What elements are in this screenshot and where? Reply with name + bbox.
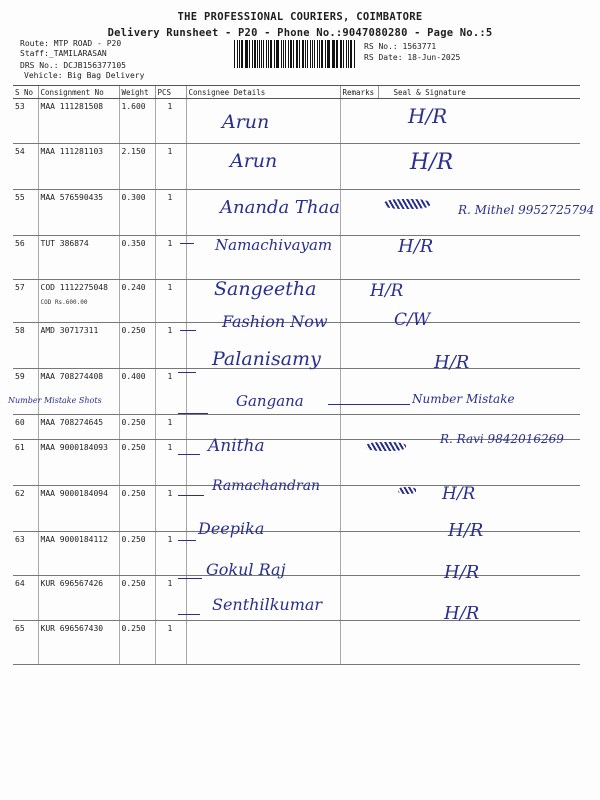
handwritten-signature: H/R (434, 352, 470, 373)
remarks-cell (340, 532, 378, 576)
handwritten-consignee: Senthilkumar (212, 595, 323, 614)
ink-dash (178, 578, 202, 579)
barcode-bar (274, 40, 275, 68)
remarks-cell (340, 144, 378, 190)
barcode-bar (302, 40, 304, 68)
barcode-bar (319, 40, 320, 68)
barcode-bar (285, 40, 286, 68)
barcode-bar (259, 40, 260, 68)
barcode-bar (239, 40, 240, 68)
sno-cell (13, 323, 38, 369)
barcode-bar (266, 40, 267, 68)
sno-text: 56 (15, 239, 25, 248)
pcs-cell (155, 99, 186, 144)
pcs-text: 1 (167, 579, 173, 588)
barcode-bar (234, 40, 235, 68)
consignment-cell (38, 323, 119, 369)
consignment-text: MAA 708274645 (40, 418, 104, 427)
route-label: Route: MTP ROAD - P20 (20, 39, 122, 48)
consignment-cell (38, 415, 119, 440)
handwritten-signature: H/R (398, 236, 434, 257)
handwritten-mark: Number Mistake Shots (8, 396, 102, 405)
handwritten-signature: H/R (444, 603, 480, 624)
remarks-cell (340, 323, 378, 369)
barcode-bar (340, 40, 341, 68)
pcs-text: 1 (167, 535, 173, 544)
ink-scribble (384, 199, 430, 209)
weight-text: 0.250 (121, 489, 146, 498)
weight-text: 0.350 (121, 239, 146, 248)
barcode-bar (310, 40, 311, 68)
sno-text: 53 (15, 102, 25, 111)
sno-text: 58 (15, 326, 25, 335)
barcode-bar (327, 40, 328, 68)
sno-cell (13, 144, 38, 190)
handwritten-consignee: Anitha (208, 436, 265, 456)
ink-scribble (366, 442, 406, 451)
barcode-bar (299, 40, 300, 68)
barcode-bar (343, 40, 344, 68)
barcode-bar (325, 40, 326, 68)
sno-text: 64 (15, 579, 25, 588)
consignment-text: MAA 111281508 (40, 102, 104, 111)
consignment-cell (38, 532, 119, 576)
consignment-cell (38, 144, 119, 190)
remarks-cell (340, 576, 378, 621)
signature-cell (378, 621, 580, 665)
ink-dash (180, 330, 196, 331)
pcs-cell (155, 144, 186, 190)
barcode-bar (263, 40, 264, 68)
handwritten-consignee: Arun (230, 150, 278, 172)
ink-scribble (398, 487, 416, 494)
table-header-row (13, 86, 580, 99)
weight-text: 0.250 (121, 443, 146, 452)
pcs-text: 1 (167, 443, 173, 452)
sno-cell (13, 621, 38, 665)
weight-cell (119, 532, 155, 576)
remarks-cell (340, 369, 378, 415)
sno-cell (13, 99, 38, 144)
weight-cell (119, 415, 155, 440)
barcode-bar (246, 40, 247, 68)
ink-dash (178, 614, 200, 615)
consignment-cell (38, 440, 119, 486)
barcode-bar (257, 40, 258, 68)
handwritten-signature: H/R (370, 281, 404, 301)
handwritten-consignee: Sangeetha (214, 278, 317, 300)
barcode-bar (288, 40, 289, 68)
pcs-text: 1 (167, 239, 173, 248)
staff-label: Staff:_TAMILARASAN (20, 49, 107, 58)
col-pcs: PCS (155, 86, 186, 99)
remarks-cell (340, 190, 378, 236)
table-row (13, 532, 580, 576)
weight-cell (119, 486, 155, 532)
barcode-bar (314, 40, 315, 68)
sno-cell (13, 576, 38, 621)
weight-cell (119, 323, 155, 369)
ink-dash (178, 540, 196, 541)
handwritten-consignee: Palanisamy (212, 348, 321, 370)
pcs-cell (155, 532, 186, 576)
weight-cell (119, 280, 155, 323)
sno-text: 63 (15, 535, 25, 544)
barcode-bar (336, 40, 337, 68)
barcode-bar (321, 40, 323, 68)
barcode-bar (276, 40, 277, 68)
barcode-bar (354, 40, 355, 68)
weight-text: 0.240 (121, 283, 146, 292)
rs-number: RS No.: 1563771 (364, 42, 437, 51)
sno-cell (13, 532, 38, 576)
consignment-text: MAA 9000184093 (40, 443, 108, 452)
barcode-bar (297, 40, 298, 68)
handwritten-signature: H/R (408, 104, 448, 128)
weight-cell (119, 440, 155, 486)
consignment-text: KUR 696567426 (40, 579, 104, 588)
barcode-bar (254, 40, 256, 68)
consignment-text: MAA 576590435 (40, 193, 104, 202)
sno-text: 60 (15, 418, 25, 427)
pcs-cell (155, 440, 186, 486)
consignment-text: AMD 30717311 (40, 326, 99, 335)
barcode-bar (281, 40, 282, 68)
weight-text: 0.300 (121, 193, 146, 202)
weight-cell (119, 190, 155, 236)
handwritten-consignee: Ramachandran (212, 478, 321, 494)
remarks-cell (340, 415, 378, 440)
sno-cell (13, 280, 38, 323)
barcode-bar (328, 40, 329, 68)
barcode-bar (245, 40, 246, 68)
sno-cell (13, 236, 38, 280)
weight-text: 0.250 (121, 418, 146, 427)
consignment-cell (38, 621, 119, 665)
consignment-cell (38, 280, 119, 323)
consignment-cell (38, 369, 119, 415)
pcs-text: 1 (167, 326, 173, 335)
pcs-text: 1 (167, 489, 173, 498)
weight-text: 1.600 (121, 102, 146, 111)
sno-text: 59 (15, 372, 25, 381)
handwritten-note: R. Ravi 9842016269 (440, 432, 564, 446)
ink-dash (180, 243, 194, 244)
weight-cell (119, 369, 155, 415)
handwritten-signature: Number Mistake (412, 392, 515, 406)
handwritten-signature: H/R (444, 562, 480, 583)
weight-text: 0.250 (121, 535, 146, 544)
sno-text: 54 (15, 147, 25, 156)
pcs-cell (155, 369, 186, 415)
col-signature: Seal & Signature (378, 86, 580, 99)
consignment-text: MAA 708274408 (40, 372, 104, 381)
barcode-bar (317, 40, 318, 68)
remarks-cell (340, 99, 378, 144)
barcode-bar (261, 40, 262, 68)
barcode-bar (348, 40, 349, 68)
weight-cell (119, 236, 155, 280)
pcs-cell (155, 621, 186, 665)
consignment-text: COD 1112275048 (40, 283, 108, 292)
weight-cell (119, 144, 155, 190)
handwritten-signature: C/W (394, 310, 431, 330)
barcode-bar (341, 40, 342, 68)
ink-arrow (328, 404, 410, 405)
consignment-text: MAA 9000184094 (40, 489, 108, 498)
col-weight: Weight (119, 86, 155, 99)
consignment-cell (38, 190, 119, 236)
signature-cell (378, 144, 580, 190)
table-row (13, 621, 580, 665)
pcs-cell (155, 415, 186, 440)
consignment-cell (38, 576, 119, 621)
col-sno: S No (13, 86, 38, 99)
pcs-text: 1 (167, 283, 173, 292)
barcode (234, 40, 356, 68)
barcode-bar (277, 40, 278, 68)
pcs-text: 1 (167, 372, 173, 381)
barcode-bar (241, 40, 243, 68)
consignment-cell (38, 236, 119, 280)
sno-cell (13, 190, 38, 236)
handwritten-note: R. Mithel 9952725794 (458, 203, 595, 217)
handwritten-consignee: Namachivayam (215, 236, 333, 254)
handwritten-consignee: Deepika (198, 519, 265, 538)
sno-text: 61 (15, 443, 25, 452)
barcode-bar (296, 40, 297, 68)
handwritten-consignee: Ananda Thaa (220, 197, 340, 218)
barcode-bar (332, 40, 333, 68)
barcode-bar (268, 40, 269, 68)
barcode-bar (237, 40, 238, 68)
pcs-text: 1 (167, 147, 173, 156)
cod-amount: COD Rs.600.00 (40, 299, 88, 306)
pcs-text: 1 (167, 193, 173, 202)
handwritten-consignee: Fashion Now (222, 312, 328, 331)
barcode-bar (333, 40, 335, 68)
table-row (13, 144, 580, 190)
ink-dash (178, 454, 200, 455)
consignee-cell (186, 621, 340, 665)
barcode-bar (290, 40, 292, 68)
remarks-cell (340, 236, 378, 280)
barcode-bar (249, 40, 250, 68)
consignment-text: KUR 696567430 (40, 624, 104, 633)
sno-cell (13, 440, 38, 486)
remarks-cell (340, 621, 378, 665)
sno-text: 65 (15, 624, 25, 633)
weight-cell (119, 621, 155, 665)
weight-text: 0.250 (121, 624, 146, 633)
sno-cell (13, 369, 38, 415)
ink-dash (178, 495, 204, 496)
pcs-cell (155, 486, 186, 532)
consignment-cell (38, 486, 119, 532)
pcs-cell (155, 280, 186, 323)
barcode-bar (293, 40, 294, 68)
consignment-text: TUT 386874 (40, 239, 89, 248)
remarks-cell (340, 486, 378, 532)
barcode-bar (350, 40, 352, 68)
handwritten-consignee: Gangana (236, 392, 304, 410)
consignment-text: MAA 111281103 (40, 147, 104, 156)
pcs-cell (155, 190, 186, 236)
barcode-bar (346, 40, 347, 68)
col-consignee: Consignee Details (186, 86, 340, 99)
handwritten-consignee: Arun (222, 111, 270, 133)
ink-dash (178, 372, 196, 373)
pcs-text: 1 (167, 624, 173, 633)
barcode-bar (270, 40, 272, 68)
barcode-bar (252, 40, 253, 68)
handwritten-consignee: Gokul Raj (206, 560, 286, 579)
handwritten-signature: H/R (410, 150, 454, 175)
runsheet-table (13, 85, 580, 665)
ink-dash (178, 413, 208, 414)
sno-cell (13, 486, 38, 532)
barcode-bar (307, 40, 308, 68)
sheet-subtitle: Delivery Runsheet - P20 - Phone No.:9047080280 - Page No.:5 (107, 27, 493, 39)
sno-text: 62 (15, 489, 25, 498)
consignment-text: MAA 9000184112 (40, 535, 108, 544)
signature-cell (378, 440, 580, 486)
handwritten-signature: H/R (442, 484, 476, 504)
pcs-text: 1 (167, 418, 173, 427)
consignment-cell (38, 99, 119, 144)
weight-text: 0.250 (121, 579, 146, 588)
pcs-text: 1 (167, 102, 173, 111)
sno-cell (13, 415, 38, 440)
rs-date: RS Date: 18-Jun-2025 (364, 53, 461, 62)
sno-text: 55 (15, 193, 25, 202)
vehicle-label: Vehicle: Big Bag Delivery (24, 71, 145, 80)
col-consignment: Consignment No (38, 86, 119, 99)
sheet-title: THE PROFESSIONAL COURIERS, COIMBATORE (177, 11, 423, 23)
weight-text: 0.400 (121, 372, 146, 381)
table-row (13, 99, 580, 144)
sno-text: 57 (15, 283, 25, 292)
weight-cell (119, 99, 155, 144)
drs-number: DRS No.: DCJB156377105 (20, 61, 126, 70)
barcode-bar (312, 40, 313, 68)
weight-cell (119, 576, 155, 621)
weight-text: 0.250 (121, 326, 146, 335)
col-remarks: Remarks (340, 86, 378, 99)
barcode-bar (305, 40, 306, 68)
weight-text: 2.150 (121, 147, 146, 156)
barcode-bar (283, 40, 284, 68)
handwritten-signature: H/R (448, 520, 484, 541)
